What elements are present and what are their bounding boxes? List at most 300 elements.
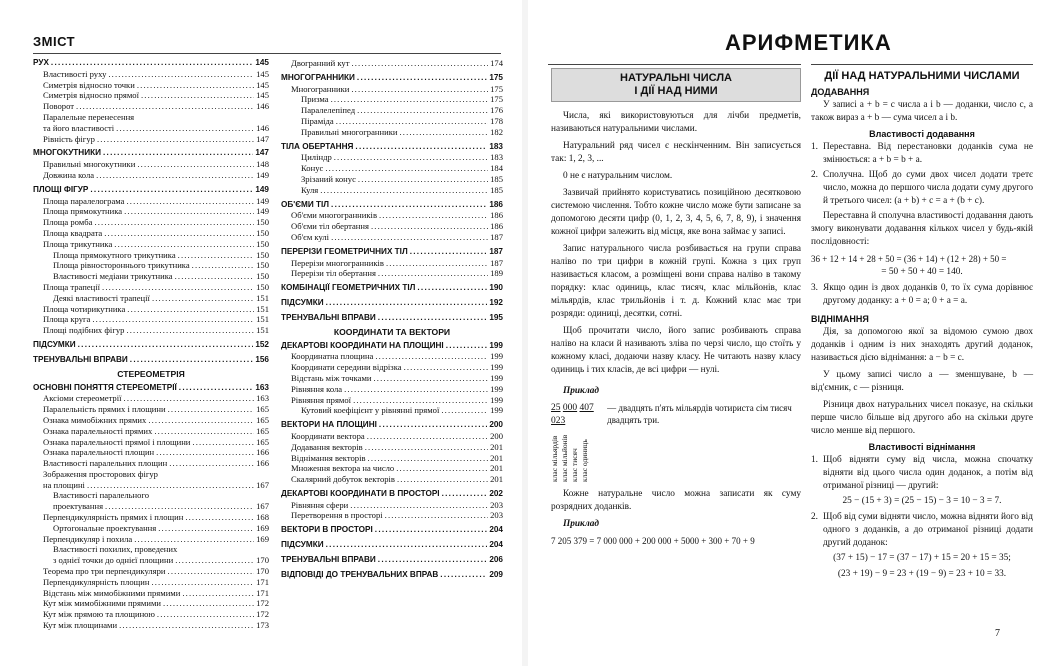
toc-entry-row xyxy=(281,268,503,279)
toc-leader-dots xyxy=(355,142,487,153)
toc-entry-row xyxy=(33,293,269,304)
toc-leader-dots xyxy=(148,415,254,426)
toc-page-number: 173 xyxy=(256,620,269,631)
toc-leader-dots xyxy=(151,577,254,588)
toc-entry-title: Кут між прямою та площиною xyxy=(43,609,155,620)
toc-entry-row xyxy=(33,447,269,458)
toc-entry-title: Рівність фігур xyxy=(43,133,95,144)
toc-entry-row xyxy=(281,510,503,521)
toc-entry-title: Площі подібних фігур xyxy=(43,325,125,336)
class-group: 000 xyxy=(562,403,578,413)
toc-entry-row xyxy=(33,123,269,134)
toc-page-number: 172 xyxy=(256,598,269,609)
rule-right xyxy=(811,64,1033,65)
toc-entry-row xyxy=(33,620,269,631)
toc-page-number: 149 xyxy=(256,169,269,180)
toc-page-number: 186 xyxy=(489,199,503,209)
toc-entry-row xyxy=(33,239,269,250)
class-label: клас одиниць xyxy=(580,439,589,482)
toc-column-1 xyxy=(33,58,269,631)
toc-entry-title: Паралелепіпед xyxy=(301,105,356,116)
toc-entry-row xyxy=(281,395,503,406)
toc-entry-title: ОБ'ЄМИ ТІЛ xyxy=(281,199,330,209)
toc-page-number: 176 xyxy=(490,105,503,116)
toc-entry-row xyxy=(281,221,503,232)
toc-leader-dots xyxy=(344,384,488,395)
toc-entry-row xyxy=(33,90,269,101)
toc-page-number: 150 xyxy=(256,281,269,292)
toc-leader-dots xyxy=(102,282,254,293)
paragraph: Дія, за допомогою якої за відомою сумою двох доданків і одним із них знаходять другий доданок, називається дією віднімання: a − b = c. xyxy=(811,327,1033,363)
toc-entry-title: Симетрія відносно точки xyxy=(43,79,135,90)
toc-page-number: 147 xyxy=(255,148,269,158)
paragraph: Різниця двох натуральних чисел показує, на скільки перше число більше від другого або на скільки друге число менше від першого. xyxy=(811,400,1033,436)
list-item-text: Щоб від суми відняти число, можна відняти його від одного з доданків, а до отриманої різниці додати другий доданок: xyxy=(823,512,1033,548)
toc-leader-dots xyxy=(192,260,254,271)
toc-page-number: 201 xyxy=(490,463,503,474)
toc-leader-dots xyxy=(152,293,254,304)
toc-leader-dots xyxy=(127,304,254,315)
toc-entry-row xyxy=(281,163,503,174)
toc-entry-title: ТРЕНУВАЛЬНІ ВПРАВИ xyxy=(281,312,376,322)
toc-entry-row xyxy=(33,588,269,599)
toc-entry-title: Ознака паралельності прямої і площини xyxy=(43,436,191,447)
toc-page-number: 147 xyxy=(256,133,269,144)
toc-leader-dots xyxy=(396,463,488,474)
toc-page-number: 199 xyxy=(489,340,503,350)
toc-leader-dots xyxy=(51,58,253,69)
class-label: клас тисяч xyxy=(570,448,579,482)
toc-page-number: 175 xyxy=(490,94,503,105)
toc-entry-title: ОСНОВНІ ПОНЯТТЯ СТЕРЕОМЕТРІЇ xyxy=(33,382,177,392)
toc-leader-dots xyxy=(331,94,489,105)
formula: = 50 + 50 + 40 = 140. xyxy=(881,267,963,277)
toc-page-number: 149 xyxy=(256,206,269,217)
toc-leader-dots xyxy=(410,247,488,258)
toc-entry-row xyxy=(33,134,269,145)
toc-section-row xyxy=(281,540,503,551)
formula: (37 + 15) − 17 = (37 − 17) + 15 = 20 + 15 = 35; xyxy=(833,553,1011,563)
subhead-addition-props: Властивості додавання xyxy=(869,129,975,139)
class-group: 25 xyxy=(551,403,561,413)
toc-leader-dots xyxy=(351,58,488,69)
toc-entry-row xyxy=(281,58,503,69)
formula: (23 + 19) − 9 = 23 + (19 − 9) = 23 + 10 = 33. xyxy=(837,569,1007,579)
toc-entry-row xyxy=(33,260,269,271)
toc-entry-row xyxy=(281,474,503,485)
toc-entry-title: Аксіоми стереометрії xyxy=(43,393,122,404)
toc-entry-title: Рівняння кола xyxy=(291,383,343,394)
toc-entry-title: Кут між мимобіжними прямими xyxy=(43,598,161,609)
toc-entry-title: Площа рівностороннього трикутника xyxy=(53,260,190,271)
toc-page-number: 156 xyxy=(255,354,269,364)
toc-page-number: 151 xyxy=(256,292,269,303)
toc-entry-row xyxy=(33,415,269,426)
toc-entry-title: Рівняння сфери xyxy=(291,499,349,510)
toc-entry-title: Площа круга xyxy=(43,314,91,325)
toc-leader-dots xyxy=(441,405,488,416)
toc-entry-title: Ознака паралельності прямих xyxy=(43,425,153,436)
toc-page-number: 150 xyxy=(256,227,269,238)
toc-page-number: 178 xyxy=(490,115,503,126)
toc-section-row xyxy=(281,555,503,566)
toc-entry-row xyxy=(281,174,503,185)
toc-header: ЗМІСТ xyxy=(33,34,76,49)
toc-leader-dots xyxy=(353,395,488,406)
toc-entry-row xyxy=(33,170,269,181)
toc-entry-title: Координатна площина xyxy=(291,351,374,362)
toc-section-row xyxy=(281,298,503,309)
toc-section-row xyxy=(281,283,503,294)
toc-leader-dots xyxy=(163,598,254,609)
toc-leader-dots xyxy=(350,500,488,511)
toc-page-number: 201 xyxy=(490,474,503,485)
toc-section-row xyxy=(281,570,503,581)
right-page xyxy=(528,0,1050,666)
toc-entry-title: Перпендикулярність прямих і площин xyxy=(43,512,184,523)
toc-entry-title: Зображення просторових фігур xyxy=(43,468,158,479)
toc-leader-dots xyxy=(76,101,254,112)
toc-entry-title: Властивості медіани трикутника xyxy=(53,271,173,282)
toc-section-row xyxy=(281,341,503,352)
toc-page-number: 202 xyxy=(489,488,503,498)
toc-page-number: 166 xyxy=(256,447,269,458)
toc-leader-dots xyxy=(134,534,254,545)
toc-entry-title: Теорема про три перпендикуляри xyxy=(43,566,166,577)
toc-entry-row xyxy=(33,501,269,512)
toc-entry-row xyxy=(33,566,269,577)
toc-page-number: 151 xyxy=(256,303,269,314)
toc-entry-row xyxy=(33,159,269,170)
toc-entry-row xyxy=(33,544,269,555)
toc-entry-title: Об'єми многогранників xyxy=(291,210,377,221)
toc-entry-title: РУХ xyxy=(33,58,49,67)
toc-entry-title: Правильні многокутники xyxy=(43,159,136,170)
toc-entry-row xyxy=(33,314,269,325)
toc-page-number: 201 xyxy=(490,452,503,463)
toc-entry-title: Перпендикуляр і похила xyxy=(43,533,133,544)
toc-entry-title: Перерізи тіл обертання xyxy=(291,268,376,279)
toc-entry-title: Довжина кола xyxy=(43,169,95,180)
toc-leader-dots xyxy=(378,313,488,324)
toc-entry-row xyxy=(281,258,503,269)
toc-page-number: 150 xyxy=(256,260,269,271)
toc-entry-title: Властивості паралельних площин xyxy=(43,458,168,469)
toc-entry-title: ДЕКАРТОВІ КООРДИНАТИ НА ПЛОЩИНІ xyxy=(281,340,444,350)
toc-entry-title: Кут між площинами xyxy=(43,620,118,631)
toc-page-number: 182 xyxy=(490,126,503,137)
toc-leader-dots xyxy=(105,501,254,512)
toc-entry-row xyxy=(33,490,269,501)
paragraph: 0 не є натуральним числом. xyxy=(563,171,673,181)
toc-leader-dots xyxy=(375,351,488,362)
list-item: 1. Переставна. Від перестановки доданків сума не змінюється: a + b = b + a. xyxy=(811,142,1033,165)
toc-leader-dots xyxy=(92,314,254,325)
toc-entry-title: Відстань між мимобіжними прямими xyxy=(43,587,181,598)
toc-leader-dots xyxy=(156,447,254,458)
toc-page-number: 145 xyxy=(256,90,269,101)
toc-page-number: 165 xyxy=(256,436,269,447)
toc-entry-title: Перпендикулярність площин xyxy=(43,576,150,587)
toc-entry-title: МНОГОГРАННИКИ xyxy=(281,72,355,82)
toc-page-number: 165 xyxy=(256,425,269,436)
class-label: клас мільйонів xyxy=(560,434,569,482)
toc-entry-title: Відстань між точками xyxy=(291,372,372,383)
toc-page-number: 209 xyxy=(489,569,503,579)
toc-section-row xyxy=(33,185,269,196)
toc-entry-title: КОМБІНАЦІЇ ГЕОМЕТРИЧНИХ ТІЛ xyxy=(281,283,416,293)
toc-leader-dots xyxy=(114,239,254,250)
toc-entry-row xyxy=(281,373,503,384)
paragraph: Натуральний ряд чисел є нескінченним. Він записується так: 1, 2, 3, ... xyxy=(551,141,801,164)
toc-leader-dots xyxy=(440,570,487,581)
toc-section-row xyxy=(33,383,269,394)
toc-entry-title: Об'єм кулі xyxy=(291,231,330,242)
toc-page-number: 148 xyxy=(256,159,269,170)
toc-leader-dots xyxy=(386,258,488,269)
toc-leader-dots xyxy=(379,420,487,431)
toc-list-1b xyxy=(33,383,269,631)
toc-heading-stereometry: СТЕРЕОМЕТРІЯ xyxy=(117,368,185,379)
toc-page-number: 171 xyxy=(256,576,269,587)
toc-page-number: 199 xyxy=(490,351,503,362)
toc-entry-title: Множення вектора на число xyxy=(291,463,395,474)
toc-section-row xyxy=(281,142,503,153)
toc-leader-dots xyxy=(385,510,488,521)
toc-leader-dots xyxy=(182,588,254,599)
toc-leader-dots xyxy=(96,170,254,181)
toc-entry-title: Кутовий коефіцієнт у рівнянні прямої xyxy=(301,405,440,416)
toc-leader-dots xyxy=(331,232,488,243)
toc-page-number: 166 xyxy=(256,458,269,469)
toc-entry-row xyxy=(281,351,503,362)
toc-entry-row xyxy=(33,469,269,480)
paragraph: Щоб прочитати число, його запис розбивають справа наліво на класи й називають зліва по черзі число, що стоїть у кожному класі, додаючи назву класу. Не читають назву класу одиниць і тих класів, де всі цифри — нулі. xyxy=(551,326,801,375)
toc-entry-title: Площа прямокутного трикутника xyxy=(53,249,176,260)
toc-page-number: 149 xyxy=(256,195,269,206)
toc-leader-dots xyxy=(103,148,253,159)
toc-entry-title: Куля xyxy=(301,184,319,195)
toc-page-number: 169 xyxy=(256,522,269,533)
toc-page-number: 163 xyxy=(256,393,269,404)
toc-entry-row xyxy=(281,84,503,95)
toc-entry-title: ВЕКТОРИ НА ПЛОЩИНІ xyxy=(281,420,377,430)
toc-entry-row xyxy=(33,609,269,620)
toc-page-number: 171 xyxy=(256,587,269,598)
toc-entry-row xyxy=(33,512,269,523)
toc-leader-dots xyxy=(320,185,488,196)
toc-leader-dots xyxy=(325,163,488,174)
list-item: 2. Сполучна. Щоб до суми двох чисел додати третє число, можна до першого числа додати суму другого й третього чисел: (a + b) + c = a + (b + c). xyxy=(811,170,1033,206)
page-number: 7 xyxy=(995,628,1000,639)
toc-entry-title: Призма xyxy=(301,94,329,105)
toc-leader-dots xyxy=(378,555,488,566)
toc-entry-row xyxy=(33,196,269,207)
toc-leader-dots xyxy=(168,404,255,415)
toc-entry-title: ТРЕНУВАЛЬНІ ВПРАВИ xyxy=(33,354,128,364)
toc-leader-dots xyxy=(446,341,488,352)
toc-page-number: 183 xyxy=(489,141,503,151)
toc-leader-dots xyxy=(119,620,254,631)
toc-entry-row xyxy=(33,101,269,112)
toc-entry-row xyxy=(281,94,503,105)
left-page xyxy=(0,0,522,666)
toc-leader-dots xyxy=(126,325,254,336)
subhead-subtraction-props: Властивості віднімання xyxy=(868,442,976,452)
toc-entry-title: ТІЛА ОБЕРТАННЯ xyxy=(281,141,354,151)
toc-entry-title: Площа прямокутника xyxy=(43,206,123,217)
list-item: 3. Якщо один із двох доданків 0, то їх сума дорівнює другому доданку: a + 0 = a; 0 + a = a. xyxy=(811,283,1033,306)
section-header-line2: І ДІЇ НАД НИМИ xyxy=(634,85,718,97)
toc-page-number: 187 xyxy=(490,257,503,268)
toc-page-number: 199 xyxy=(490,394,503,405)
toc-entry-title: Віднімання векторів xyxy=(291,452,366,463)
toc-leader-dots xyxy=(158,523,254,534)
toc-entry-title: ПЕРЕРІЗИ ГЕОМЕТРИЧНИХ ТІЛ xyxy=(281,246,408,256)
toc-entry-row xyxy=(281,127,503,138)
paragraph: Зазвичай прийнято користуватись позиційною десятковою системою числення. Тобто кожне число може бути записане за допомогою десяти цифр (0, 1, 2, 3, 4, 5, 6, 7, 8, 9), і значення кожної цифри залежить від місця, яке вона займає у записі. xyxy=(551,188,801,237)
toc-leader-dots xyxy=(399,127,488,138)
toc-page-number: 200 xyxy=(489,420,503,430)
toc-entry-row xyxy=(281,185,503,196)
toc-leader-dots xyxy=(326,298,488,309)
toc-section-row xyxy=(281,200,503,211)
toc-leader-dots xyxy=(367,431,488,442)
toc-entry-row xyxy=(281,105,503,116)
toc-entry-title: Площа трикутника xyxy=(43,238,113,249)
toc-entry-row xyxy=(33,555,269,566)
toc-leader-dots xyxy=(375,525,488,536)
header-rule xyxy=(33,53,501,54)
class-label: клас мільярдів xyxy=(550,435,559,482)
section-header-line1: НАТУРАЛЬНІ ЧИСЛА xyxy=(620,72,732,84)
toc-leader-dots xyxy=(417,283,487,294)
toc-page-number: 185 xyxy=(490,184,503,195)
toc-page-number: 189 xyxy=(490,268,503,279)
toc-entry-row xyxy=(33,534,269,545)
toc-section-row xyxy=(33,355,269,366)
toc-entry-title: ВІДПОВІДІ ДО ТРЕНУВАЛЬНИХ ВПРАВ xyxy=(281,569,439,579)
toc-entry-row xyxy=(33,250,269,261)
toc-entry-title: проектування xyxy=(53,501,104,512)
toc-section-row xyxy=(33,340,269,351)
toc-leader-dots xyxy=(368,453,489,464)
toc-leader-dots xyxy=(130,355,254,366)
toc-leader-dots xyxy=(127,196,255,207)
toc-leader-dots xyxy=(397,474,488,485)
toc-leader-dots xyxy=(357,105,488,116)
toc-entry-title: Площа квадрата xyxy=(43,227,103,238)
toc-page-number: 199 xyxy=(490,372,503,383)
toc-entry-title: ВЕКТОРИ В ПРОСТОРІ xyxy=(281,525,373,535)
toc-entry-title: Площа ромба xyxy=(43,217,93,228)
formula: 7 205 379 = 7 000 000 + 200 000 + 5000 + 300 + 70 + 9 xyxy=(551,536,755,546)
toc-entry-row xyxy=(33,404,269,415)
toc-page-number: 206 xyxy=(489,554,503,564)
subhead-subtraction: ВІДНІМАННЯ xyxy=(811,314,869,324)
list-item-text: Якщо один із двох доданків 0, то їх сума дорівнює другому доданку: a + 0 = a; 0 + a = a. xyxy=(823,283,1033,306)
toc-entry-row xyxy=(33,393,269,404)
toc-page-number: 169 xyxy=(256,533,269,544)
toc-entry-title: Перетворення в просторі xyxy=(291,510,383,521)
toc-section-row xyxy=(281,525,503,536)
toc-leader-dots xyxy=(137,159,254,170)
toc-entry-title: Координати вектора xyxy=(291,430,365,441)
article-column-1 xyxy=(551,68,801,548)
toc-entry-title: Властивості похилих, проведених xyxy=(53,544,178,555)
toc-entry-row xyxy=(281,442,503,453)
toc-leader-dots xyxy=(179,383,254,394)
toc-leader-dots xyxy=(154,426,254,437)
toc-page-number: 150 xyxy=(256,271,269,282)
toc-entry-row xyxy=(33,217,269,228)
toc-leader-dots xyxy=(178,250,254,261)
toc-entry-row xyxy=(33,437,269,448)
toc-page-number: 168 xyxy=(256,512,269,523)
toc-entry-title: Площа паралелограма xyxy=(43,195,125,206)
toc-leader-dots xyxy=(442,489,488,500)
paragraph: Кожне натуральне число можна записати як суму розрядних доданків. xyxy=(551,489,801,512)
class-example-desc: — двадцять п'ять мільярдів чотириста сім тисяч двадцять три. xyxy=(607,403,792,425)
toc-page-number: 192 xyxy=(489,297,503,307)
list-item-text: Сполучна. Щоб до суми двох чисел додати третє число, можна до першого числа додати суму другого й третього чисел: (a + b) + c = a + (b + c). xyxy=(823,170,1033,206)
toc-page-number: 186 xyxy=(490,221,503,232)
section-header-operations: ДІЇ НАД НАТУРАЛЬНИМИ ЧИСЛАМИ xyxy=(824,70,1020,82)
toc-page-number: 172 xyxy=(256,609,269,620)
toc-page-number: 167 xyxy=(256,479,269,490)
list-item-text: Переставна. Від перестановки доданків сума не змінюється: a + b = b + a. xyxy=(823,142,1033,165)
subhead-addition: ДОДАВАННЯ xyxy=(811,87,870,97)
toc-leader-dots xyxy=(351,84,488,95)
toc-entry-row xyxy=(33,523,269,534)
toc-entry-row xyxy=(33,480,269,491)
toc-page-number: 195 xyxy=(489,312,503,322)
toc-page-number: 185 xyxy=(490,173,503,184)
toc-leader-dots xyxy=(192,437,254,448)
toc-leader-dots xyxy=(94,217,254,228)
toc-entry-title: ПІДСУМКИ xyxy=(33,339,76,349)
toc-entry-row xyxy=(33,69,269,80)
toc-section-row xyxy=(281,489,503,500)
toc-entry-row xyxy=(33,80,269,91)
toc-page-number: 146 xyxy=(256,122,269,133)
toc-entry-title: ПІДСУМКИ xyxy=(281,540,324,550)
toc-page-number: 151 xyxy=(256,325,269,336)
toc-page-number: 170 xyxy=(256,566,269,577)
toc-page-number: 174 xyxy=(490,58,503,68)
toc-page-number: 184 xyxy=(490,163,503,174)
toc-leader-dots xyxy=(175,555,254,566)
toc-page-number: 163 xyxy=(255,382,269,392)
toc-page-number: 146 xyxy=(256,101,269,112)
toc-entry-title: Двогранний кут xyxy=(291,58,350,68)
list-item-text: Щоб відняти суму від числа, можна спочатку відняти від цього числа один доданок, а потім від отриманої різниці — другий: xyxy=(823,455,1033,491)
toc-page-number: 187 xyxy=(489,246,503,256)
paragraph: У цьому записі число a — зменшуване, b — від'ємник, c — різниця. xyxy=(811,370,1033,393)
toc-entry-title: Площа чотирикутника xyxy=(43,303,126,314)
toc-leader-dots xyxy=(137,80,254,91)
toc-leader-dots xyxy=(116,123,254,134)
toc-page-number: 190 xyxy=(489,283,503,293)
toc-entry-title: Об'єми тіл обертання xyxy=(291,221,369,232)
toc-entry-title: на площині xyxy=(43,479,85,490)
toc-entry-title: Властивості руху xyxy=(43,68,107,79)
toc-page-number: 183 xyxy=(490,152,503,163)
list-item: 2. Щоб від суми відняти число, можна відняти його від одного з доданків, а до отриманої різниці додати другий доданок: xyxy=(811,512,1033,548)
class-example xyxy=(551,402,801,482)
toc-page-number: 151 xyxy=(256,314,269,325)
toc-entry-title: Паралельність прямих і площини xyxy=(43,404,166,415)
